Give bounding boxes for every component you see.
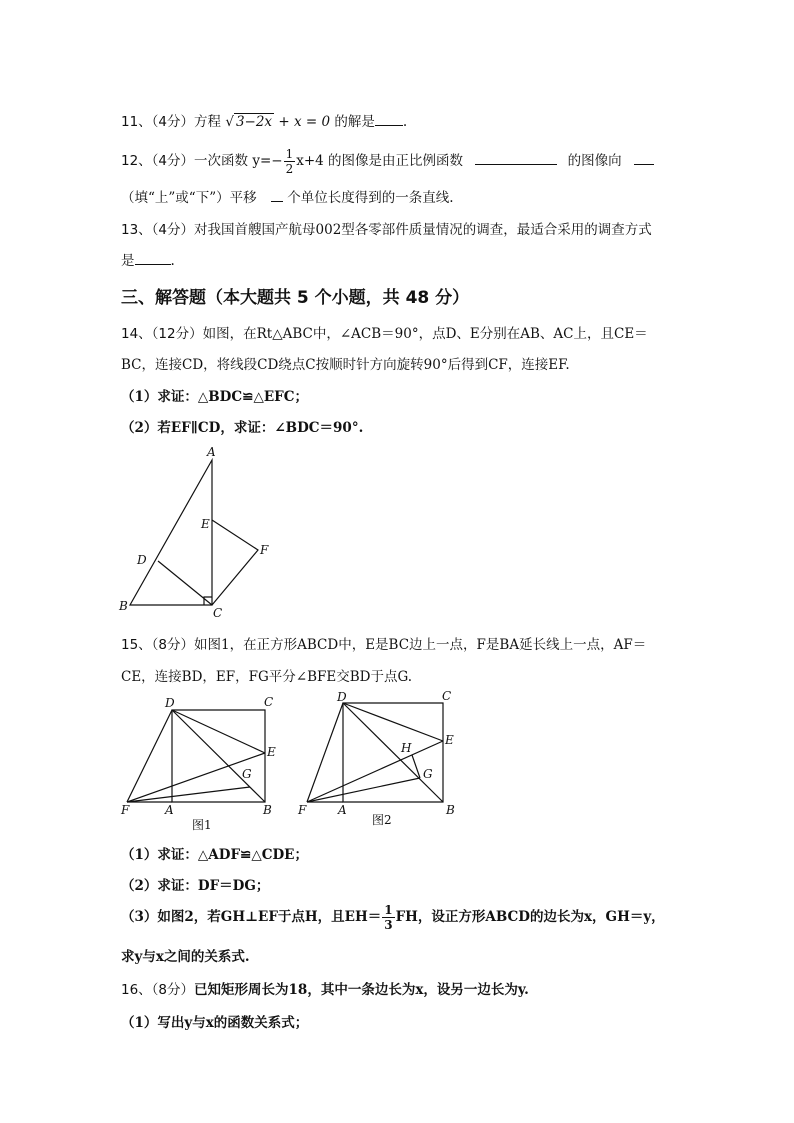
q15-part3-line2: 求y与x之间的关系式. bbox=[121, 949, 250, 965]
q12-mid2: 的图像向 bbox=[567, 153, 622, 169]
q12-frac-den: 2 bbox=[285, 162, 294, 176]
fig1-label-a: A bbox=[165, 803, 174, 817]
q12-line2 bbox=[121, 186, 454, 206]
q16-number: 16、（8分） bbox=[121, 982, 195, 998]
q11-tail: . bbox=[402, 114, 408, 130]
fig2-label-e: E bbox=[445, 733, 454, 747]
fig1-label-b: B bbox=[263, 803, 272, 817]
q12-line2-post: 个单位长度得到的一条直线. bbox=[287, 190, 454, 206]
label-d: D bbox=[137, 553, 147, 567]
q15-part3-frac-num: 1 bbox=[384, 903, 393, 917]
fig2-label-d: D bbox=[337, 690, 347, 704]
q14-line2-text: BC，连接CD，将线段CD绕点C按顺时针方向旋转90°后得到CF，连接EF. bbox=[121, 357, 570, 373]
fig2-label-f: F bbox=[298, 803, 307, 817]
label-e: E bbox=[201, 517, 210, 531]
q12-line1 bbox=[121, 147, 654, 176]
q12-blank-1[interactable] bbox=[475, 152, 557, 165]
q11-sqrt: 3−2x bbox=[235, 114, 273, 130]
q14-figure bbox=[110, 440, 300, 620]
q11-eq: + x = 0 bbox=[278, 114, 331, 130]
label-a: A bbox=[207, 445, 216, 459]
q11-post: 的解是 bbox=[334, 114, 375, 130]
fig2-label-a: A bbox=[338, 803, 347, 817]
q15-part2: （2）求证：DF＝DG； bbox=[121, 878, 270, 894]
label-b: B bbox=[119, 599, 128, 613]
fig2-caption: 图2 bbox=[372, 813, 392, 827]
q12-blank-2[interactable] bbox=[634, 152, 654, 165]
segment-bd-2 bbox=[343, 703, 443, 802]
q11-line bbox=[121, 110, 407, 130]
fig2-label-b: B bbox=[446, 803, 455, 817]
q15-part3-fraction bbox=[382, 903, 394, 932]
q12-line2-pre: （填“上”或“下”）平移 bbox=[121, 190, 257, 206]
q13-line1 bbox=[121, 218, 652, 238]
q12-number: 12、（4分） bbox=[121, 153, 195, 169]
fig2-label-g: G bbox=[423, 767, 433, 781]
q16-text: 已知矩形周长为18，其中一条边长为x，设另一边长为y. bbox=[194, 982, 529, 998]
q15-line2 bbox=[121, 665, 412, 685]
section-3-title: 三、解答题（本大题共 5 个小题，共 48 分） bbox=[121, 288, 470, 308]
q16-part1: （1）写出y与x的函数关系式； bbox=[121, 1015, 309, 1031]
segment-fg bbox=[127, 787, 250, 802]
fig1-label-d: D bbox=[165, 696, 175, 710]
segment-ef-fc bbox=[212, 520, 258, 605]
fig2-label-c: C bbox=[442, 689, 452, 703]
q13-number: 13、（4分） bbox=[121, 222, 195, 238]
q12-fraction bbox=[284, 147, 296, 176]
q13-line2-pre: 是 bbox=[121, 253, 135, 269]
segment-de bbox=[172, 710, 265, 753]
fig1-caption: 图1 bbox=[192, 818, 212, 832]
q15-part3-frac-den: 3 bbox=[384, 918, 393, 932]
q14-line1 bbox=[121, 322, 648, 342]
segment-fg-2 bbox=[307, 778, 420, 802]
q15-part3-post: FH，设正方形ABCD的边长为x，GH＝y， bbox=[395, 909, 665, 925]
fig2-label-h: H bbox=[401, 741, 412, 755]
q15-figure-2 bbox=[295, 685, 470, 833]
q13-text: 对我国首艘国产航母002型各零部件质量情况的调查，最适合采用的调查方式 bbox=[194, 222, 652, 238]
q15-line1 bbox=[121, 633, 646, 653]
q11-pre: 方程 bbox=[194, 114, 222, 130]
q14-number: 14、（12分） bbox=[121, 326, 203, 342]
q12-frac-num: 1 bbox=[285, 147, 294, 161]
fig1-label-c: C bbox=[264, 695, 274, 709]
fig1-label-f: F bbox=[121, 803, 130, 817]
q15-line2-text: CE，连接BD，EF，FG平分∠BFE交BD于点G. bbox=[121, 669, 413, 685]
q11-number: 11、（4分） bbox=[121, 114, 195, 130]
segment-de-2 bbox=[343, 703, 443, 741]
q13-tail: . bbox=[170, 253, 175, 269]
q14-part1: （1）求证：△BDC≌△EFC； bbox=[121, 389, 308, 405]
q11-blank[interactable] bbox=[375, 113, 403, 126]
q15-part3-pre: （3）如图2，若GH⊥EF于点H，且EH＝ bbox=[121, 909, 382, 925]
q14-part2: （2）若EF∥CD，求证：∠BDC＝90°. bbox=[121, 420, 364, 436]
q15-part1: （1）求证：△ADF≌△CDE； bbox=[121, 847, 308, 863]
q15-number: 15、（8分） bbox=[121, 637, 195, 653]
fig1-label-e: E bbox=[267, 745, 276, 759]
segment-df-2 bbox=[307, 703, 343, 802]
triangle-abc bbox=[130, 460, 212, 605]
q14-line1-text: 如图，在Rt△ABC中，∠ACB＝90°，点D、E分别在AB、AC上，且CE＝ bbox=[202, 326, 648, 342]
q16-line1 bbox=[121, 978, 529, 998]
fig1-label-g: G bbox=[242, 767, 252, 781]
q13-line2 bbox=[121, 249, 175, 269]
sqrt-icon: √ bbox=[225, 114, 234, 130]
segment-bd bbox=[172, 710, 265, 802]
q12-pre: 一次函数 y=− bbox=[194, 153, 283, 169]
q15-part3 bbox=[121, 903, 665, 932]
q15-figure-1 bbox=[115, 690, 290, 835]
q12-blank-3[interactable] bbox=[271, 189, 283, 202]
q12-mid: x+4 的图像是由正比例函数 bbox=[296, 153, 464, 169]
label-c: C bbox=[213, 606, 223, 620]
label-f: F bbox=[260, 543, 269, 557]
q15-line1-text: 如图1，在正方形ABCD中，E是BC边上一点，F是BA延长线上一点，AF＝ bbox=[194, 637, 647, 653]
q14-line2 bbox=[121, 353, 570, 373]
q13-blank[interactable] bbox=[135, 252, 171, 265]
